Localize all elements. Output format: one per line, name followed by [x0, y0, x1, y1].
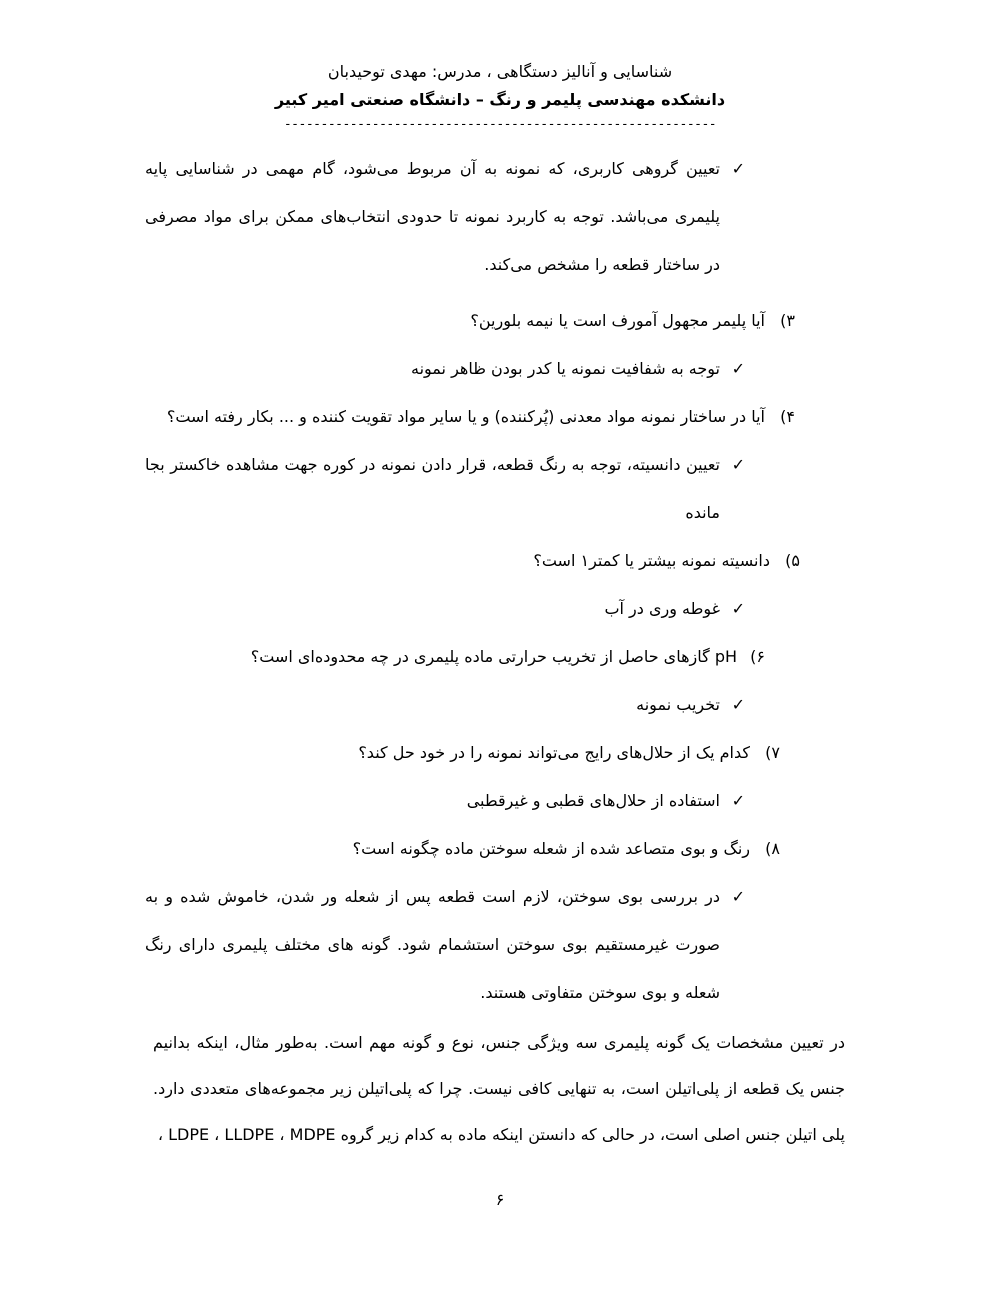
question-number: ۳) [780, 311, 795, 330]
check-icon: ✓ [731, 455, 745, 474]
page-header [0, 58, 1000, 134]
bullet-text: تعیین گروهی کاربری، که نمونه به آن مربوط می‌شود، گام مهمی در شناسایی پایه پلیمری می‌باشد. توجه به کاربرد نمونه تا حدودی انتخاب‌های ممکن برای مواد مصرفی در ساختار قطعه را مشخص می‌کند. [145, 159, 720, 274]
bullet-text: غوطه وری در آب [604, 599, 720, 618]
bullet-item [145, 873, 745, 1017]
check-icon: ✓ [731, 695, 745, 714]
question-text: رنگ و بوی متصاعد شده از شعله سوختن ماده چگونه است؟ [352, 839, 750, 858]
question-item [150, 537, 800, 585]
bullet-text: استفاده از حلال‌های قطبی و غیرقطبی [466, 791, 720, 810]
question-number: ۷) [765, 743, 780, 762]
question-number: ۸) [765, 839, 780, 858]
bullet-text: تخریب نمونه [636, 695, 720, 714]
question-item [145, 297, 795, 345]
check-icon: ✓ [731, 599, 745, 618]
header-dashed-rule: ----------------------------------------------------------- [283, 117, 717, 132]
bullet-text: توجه به شفافیت نمونه یا کدر بودن ظاهر نمونه [410, 359, 720, 378]
question-text: آیا پلیمر مجهول آمورف است یا نیمه بلورین؟ [470, 311, 765, 330]
check-icon: ✓ [731, 359, 745, 378]
bullet-item [145, 441, 745, 537]
bullet-text: تعیین دانسیته، توجه به رنگ قطعه، قرار دادن نمونه در کوره جهت مشاهده خاکستر بجا مانده [145, 455, 720, 522]
question-item [145, 393, 795, 441]
question-text: آیا در ساختار نمونه مواد معدنی (پُرکننده) و یا سایر مواد تقویت کننده و ... بکار رفته است؟ [166, 407, 765, 426]
check-icon: ✓ [731, 159, 745, 178]
header-course-line: شناسایی و آنالیز دستگاهی ، مدرس: مهدی توحیدبان [327, 62, 673, 81]
bullet-item [145, 145, 745, 289]
check-icon: ✓ [731, 791, 745, 810]
question-item [145, 633, 795, 681]
question-text: دانسیته نمونه بیشتر یا کمتر۱ است؟ [533, 551, 770, 570]
question-item [130, 825, 780, 873]
question-text: pH گازهای حاصل از تخریب حرارتی ماده پلیمری در چه محدوده‌ای است؟ [250, 647, 737, 666]
body-paragraph: در تعیین مشخصات یک گونه پلیمری سه ویژگی جنس، نوع و گونه مهم است. به‌طور مثال، اینکه بدانیم جنس یک قطعه از پلی‌اتیلن است، به تنهایی کافی نیست. چرا که پلی‌اتیلن زیر مجموعه‌های متعددی دارد. پلی اتیلن جنس اصلی است، در حالی که دانستن اینکه ماده به کدام زیر گروه LDPE ، LLDPE ، MDPE ، [153, 1033, 845, 1144]
bullet-item [145, 681, 745, 729]
header-department-line: دانشکده مهندسی پلیمر و رنگ – دانشگاه صنعتی امیر کبیر [274, 90, 726, 109]
question-item [130, 729, 780, 777]
question-number: ۵) [785, 551, 800, 570]
bullet-text: در بررسی بوی سوختن، لازم است قطعه پس از شعله ور شدن، خاموش شده و به صورت غیرمستقیم بوی سوختن استشمام شود. گونه های مختلف پلیمری دارای رنگ شعله و بوی سوختن متفاوتی هستند. [145, 887, 720, 1002]
check-icon: ✓ [731, 887, 745, 906]
question-number: ۴) [780, 407, 795, 426]
question-number: ۶) [750, 647, 765, 666]
bullet-item [145, 585, 745, 633]
bullet-item [145, 777, 745, 825]
question-text: کدام یک از حلال‌های رایج می‌تواند نمونه را در خود حل کند؟ [358, 743, 750, 762]
bullet-item [145, 345, 745, 393]
page-number: ۶ [495, 1190, 505, 1209]
